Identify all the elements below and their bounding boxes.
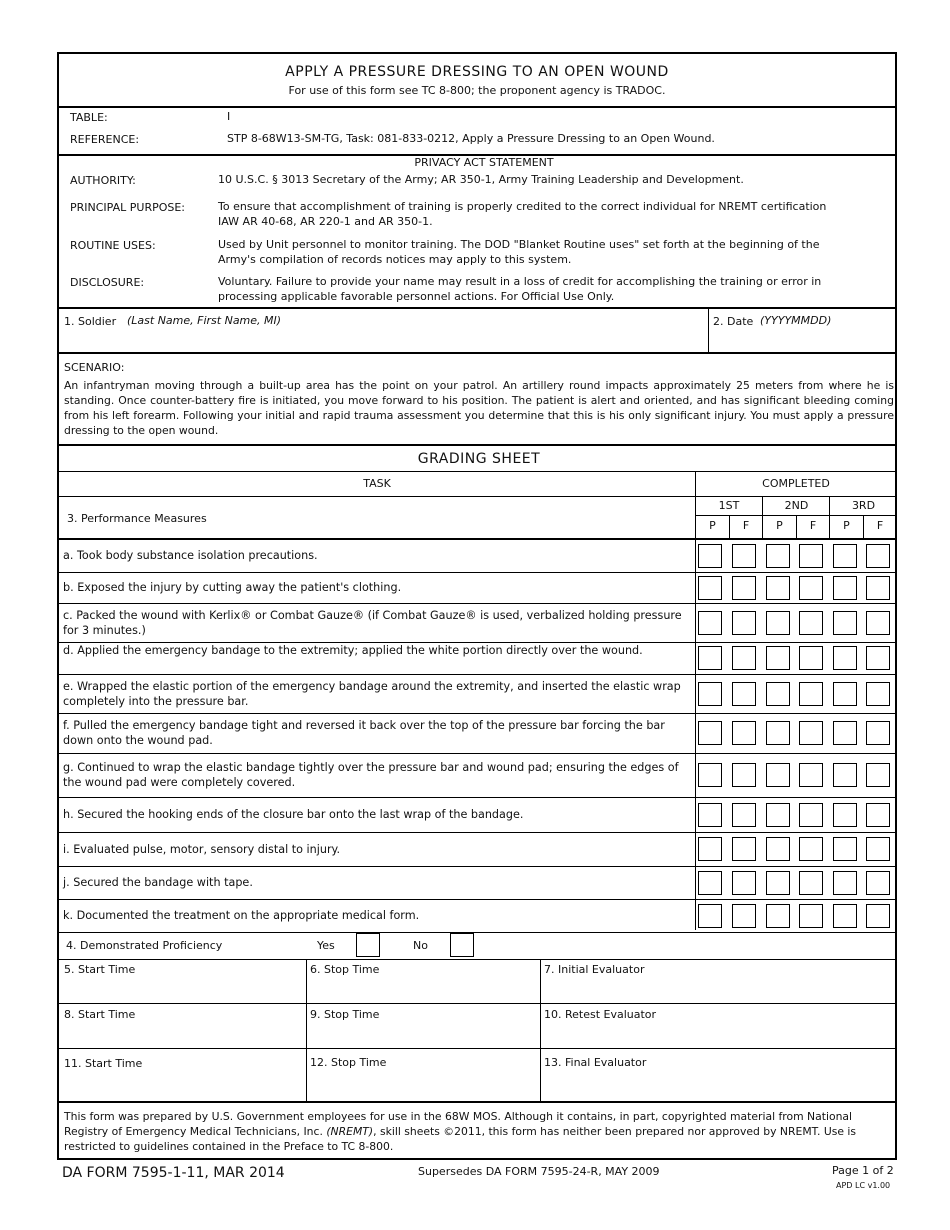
attempt-3rd: 3RD	[851, 499, 876, 512]
stop-time-label-9: 9. Stop Time	[310, 1008, 380, 1021]
initial-evaluator-field[interactable]	[541, 960, 895, 1003]
date-label: 2. Date	[713, 315, 754, 328]
authority-text: 10 U.S.C. § 3013 Secretary of the Army; AR 350-1, Army Training Leadership and Development.	[218, 173, 744, 186]
grade-checkbox[interactable]	[866, 763, 890, 787]
final-evaluator-field[interactable]	[541, 1049, 895, 1101]
form-frame	[57, 52, 897, 1160]
attempt-2nd: 2ND	[784, 499, 809, 512]
grade-checkbox[interactable]	[766, 763, 790, 787]
measure-text: b. Exposed the injury by cutting away the patient's clothing.	[63, 581, 402, 594]
grade-checkbox[interactable]	[799, 837, 823, 861]
start-time-field-5[interactable]	[59, 960, 305, 1003]
table-row	[59, 899, 895, 932]
grade-checkbox[interactable]	[833, 803, 857, 827]
start-time-label-11: 11. Start Time	[64, 1057, 143, 1070]
table-row	[59, 603, 895, 642]
measure-text: h. Secured the hooking ends of the closure bar onto the last wrap of the bandage.	[63, 808, 524, 821]
form-subtitle: For use of this form see TC 8-800; the proponent agency is TRADOC.	[288, 84, 666, 97]
table-row	[59, 572, 895, 603]
grade-checkbox[interactable]	[698, 837, 722, 861]
grade-checkbox[interactable]	[799, 763, 823, 787]
grade-checkbox[interactable]	[766, 646, 790, 670]
pf-2f: F	[809, 519, 817, 532]
reference-value: STP 8-68W13-SM-TG, Task: 081-833-0212, Apply a Pressure Dressing to an Open Wound.	[227, 132, 715, 145]
grade-checkbox[interactable]	[866, 721, 890, 745]
form-id: DA FORM 7595-1-11, MAR 2014	[62, 1165, 285, 1181]
attempt-1st: 1ST	[718, 499, 740, 512]
grade-checkbox[interactable]	[698, 646, 722, 670]
grading-heading: GRADING SHEET	[417, 451, 541, 467]
grade-checkbox[interactable]	[698, 611, 722, 635]
grade-checkbox[interactable]	[799, 871, 823, 895]
measures-label: 3. Performance Measures	[67, 512, 207, 525]
grade-checkbox[interactable]	[732, 871, 756, 895]
grade-checkbox[interactable]	[698, 904, 722, 928]
grade-checkbox[interactable]	[766, 576, 790, 600]
table-row	[59, 674, 895, 713]
grade-checkbox[interactable]	[799, 682, 823, 706]
proficiency-yes-checkbox[interactable]	[356, 933, 380, 957]
stop-time-label-12: 12. Stop Time	[310, 1056, 387, 1069]
grade-checkbox[interactable]	[799, 544, 823, 568]
version-text: APD LC v1.00	[836, 1181, 891, 1190]
grade-checkbox[interactable]	[799, 576, 823, 600]
reference-label: REFERENCE:	[70, 133, 140, 146]
grade-checkbox[interactable]	[799, 803, 823, 827]
table-row	[59, 866, 895, 899]
grade-checkbox[interactable]	[833, 904, 857, 928]
stop-time-field-6[interactable]	[307, 960, 539, 1003]
grade-checkbox[interactable]	[766, 611, 790, 635]
table-value: I	[227, 110, 231, 123]
grade-checkbox[interactable]	[732, 763, 756, 787]
stop-time-field-9[interactable]	[307, 1004, 539, 1048]
routine-line1: Used by Unit personnel to monitor training. The DOD "Blanket Routine uses" set forth at the beginning of the	[218, 238, 820, 251]
grade-checkbox[interactable]	[866, 544, 890, 568]
grade-checkbox[interactable]	[766, 544, 790, 568]
retest-evaluator-label: 10. Retest Evaluator	[544, 1008, 657, 1021]
pf-2p: P	[776, 519, 783, 532]
grade-checkbox[interactable]	[866, 682, 890, 706]
grade-checkbox[interactable]	[799, 646, 823, 670]
measure-text: k. Documented the treatment on the appropriate medical form.	[63, 909, 420, 922]
measure-text: i. Evaluated pulse, motor, sensory distal to injury.	[63, 843, 341, 856]
purpose-line1: To ensure that accomplishment of training is properly credited to the correct individual for NREMT certification	[218, 200, 827, 213]
grade-checkbox[interactable]	[732, 803, 756, 827]
measure-text: j. Secured the bandage with tape.	[63, 876, 253, 889]
page-number: Page 1 of 2	[832, 1164, 894, 1177]
soldier-hint: (Last Name, First Name, MI)	[127, 314, 282, 327]
completed-label: COMPLETED	[762, 477, 830, 490]
grade-checkbox[interactable]	[732, 721, 756, 745]
grade-checkbox[interactable]	[766, 721, 790, 745]
measure-text: f. Pulled the emergency bandage tight and reversed it back over the top of the pressure bar forcing the bar down onto the wound pad.	[63, 719, 665, 747]
grade-checkbox[interactable]	[698, 871, 722, 895]
date-hint: (YYYYMMDD)	[760, 314, 832, 327]
pf-3f: F	[876, 519, 884, 532]
grade-checkbox[interactable]	[833, 544, 857, 568]
pf-1p: P	[709, 519, 716, 532]
grade-checkbox[interactable]	[833, 576, 857, 600]
routine-label: ROUTINE USES:	[70, 239, 156, 252]
pf-3p: P	[843, 519, 850, 532]
grade-checkbox[interactable]	[698, 682, 722, 706]
table-row	[59, 642, 895, 674]
grade-checkbox[interactable]	[833, 871, 857, 895]
task-label: TASK	[363, 477, 391, 490]
disclosure-line2: processing applicable favorable personnel actions. For Official Use Only.	[218, 290, 615, 303]
proficiency-no-checkbox[interactable]	[450, 933, 474, 957]
grade-checkbox[interactable]	[799, 611, 823, 635]
measure-text: d. Applied the emergency bandage to the extremity; applied the white portion directly over the wound.	[63, 644, 643, 657]
grade-checkbox[interactable]	[698, 803, 722, 827]
purpose-line2: IAW AR 40-68, AR 220-1 and AR 350-1.	[218, 215, 433, 228]
final-evaluator-label: 13. Final Evaluator	[544, 1056, 647, 1069]
privacy-heading: PRIVACY ACT STATEMENT	[414, 156, 554, 169]
grade-checkbox[interactable]	[732, 837, 756, 861]
grade-checkbox[interactable]	[766, 904, 790, 928]
routine-line2: Army's compilation of records notices may apply to this system.	[218, 253, 572, 266]
grade-checkbox[interactable]	[732, 576, 756, 600]
table-row	[59, 753, 895, 797]
grade-checkbox[interactable]	[833, 763, 857, 787]
grade-checkbox[interactable]	[833, 721, 857, 745]
grade-checkbox[interactable]	[732, 646, 756, 670]
grade-checkbox[interactable]	[833, 682, 857, 706]
grade-checkbox[interactable]	[698, 763, 722, 787]
grade-checkbox[interactable]	[766, 682, 790, 706]
grade-checkbox[interactable]	[866, 576, 890, 600]
purpose-label: PRINCIPAL PURPOSE:	[70, 201, 186, 214]
authority-label: AUTHORITY:	[70, 174, 136, 187]
retest-evaluator-field[interactable]	[541, 1004, 895, 1048]
pf-1f: F	[742, 519, 750, 532]
initial-evaluator-label: 7. Initial Evaluator	[544, 963, 645, 976]
start-time-label-5: 5. Start Time	[64, 963, 136, 976]
supersedes-text: Supersedes DA FORM 7595-24-R, MAY 2009	[418, 1165, 660, 1178]
grade-checkbox[interactable]	[799, 721, 823, 745]
stop-time-label-6: 6. Stop Time	[310, 963, 380, 976]
grade-checkbox[interactable]	[698, 576, 722, 600]
scenario-heading: SCENARIO:	[64, 361, 125, 374]
grade-checkbox[interactable]	[833, 837, 857, 861]
soldier-field[interactable]	[59, 309, 707, 352]
start-time-field-11[interactable]	[59, 1049, 305, 1101]
proficiency-yes-label: Yes	[317, 939, 335, 952]
grade-checkbox[interactable]	[866, 904, 890, 928]
proficiency-label: 4. Demonstrated Proficiency	[66, 939, 223, 952]
measure-text: e. Wrapped the elastic portion of the emergency bandage around the extremity, and inserted the elastic wrap completely into the pressure bar.	[63, 680, 681, 708]
measure-text: g. Continued to wrap the elastic bandage tightly over the pressure bar and wound pad; ensuring the edges of the wound pad were completely covered.	[63, 761, 679, 789]
grade-checkbox[interactable]	[799, 904, 823, 928]
footer-note-nremt: (NREMT)	[326, 1125, 374, 1138]
footer-note-part1: This form was prepared by U.S. Government employees for use in the 68W MOS. Although it contains, in part, copyrighted material from National Registry of Emergency Medical Technicians, Inc.	[64, 1110, 853, 1138]
grade-checkbox[interactable]	[732, 544, 756, 568]
measure-text: a. Took body substance isolation precautions.	[63, 549, 318, 562]
grade-checkbox[interactable]	[866, 611, 890, 635]
grade-checkbox[interactable]	[732, 904, 756, 928]
disclosure-line1: Voluntary. Failure to provide your name may result in a loss of credit for accomplishing the training or error in	[218, 275, 822, 288]
grade-checkbox[interactable]	[732, 611, 756, 635]
footer-note-part2: , skill sheets ©2011, this form has neither been prepared nor approved by NREMT. Use is restricted to guidelines contained in the Preface to TC 8-800.	[64, 1125, 857, 1153]
start-time-label-8: 8. Start Time	[64, 1008, 136, 1021]
grade-checkbox[interactable]	[766, 871, 790, 895]
disclosure-label: DISCLOSURE:	[70, 276, 145, 289]
table-label: TABLE:	[70, 111, 108, 124]
soldier-label: 1. Soldier	[64, 315, 117, 328]
grade-checkbox[interactable]	[732, 682, 756, 706]
grade-checkbox[interactable]	[866, 646, 890, 670]
date-field[interactable]	[709, 309, 895, 352]
row-divider	[59, 932, 895, 933]
table-row	[59, 713, 895, 753]
table-row	[59, 539, 895, 572]
grade-checkbox[interactable]	[766, 803, 790, 827]
grade-checkbox[interactable]	[833, 611, 857, 635]
grade-checkbox[interactable]	[866, 871, 890, 895]
proficiency-no-label: No	[413, 939, 428, 952]
grade-checkbox[interactable]	[866, 837, 890, 861]
stop-time-field-12[interactable]	[307, 1049, 539, 1101]
table-row	[59, 797, 895, 832]
start-time-field-8[interactable]	[59, 1004, 305, 1048]
table-row	[59, 832, 895, 866]
grade-checkbox[interactable]	[698, 544, 722, 568]
grade-checkbox[interactable]	[866, 803, 890, 827]
scenario-text: An infantryman moving through a built-up area has the point on your patrol. An artillery round impacts approximately 25 meters from where he is standing. Once counter-battery fire is initiated, you move forward to his position. The patient is alert and oriented, and has significant bleeding coming from his left forearm. Following your initial and rapid trauma assessment you determine that this is his only significant injury. You must apply a pressure dressing to the open wound.	[64, 379, 894, 437]
grade-checkbox[interactable]	[766, 837, 790, 861]
form-title: APPLY A PRESSURE DRESSING TO AN OPEN WOUND	[285, 64, 669, 80]
grade-checkbox[interactable]	[698, 721, 722, 745]
grade-checkbox[interactable]	[833, 646, 857, 670]
footer-note	[64, 1109, 890, 1154]
measure-text: c. Packed the wound with Kerlix® or Combat Gauze® (if Combat Gauze® is used, verbalized holding pressure for 3 minutes.)	[63, 609, 682, 637]
